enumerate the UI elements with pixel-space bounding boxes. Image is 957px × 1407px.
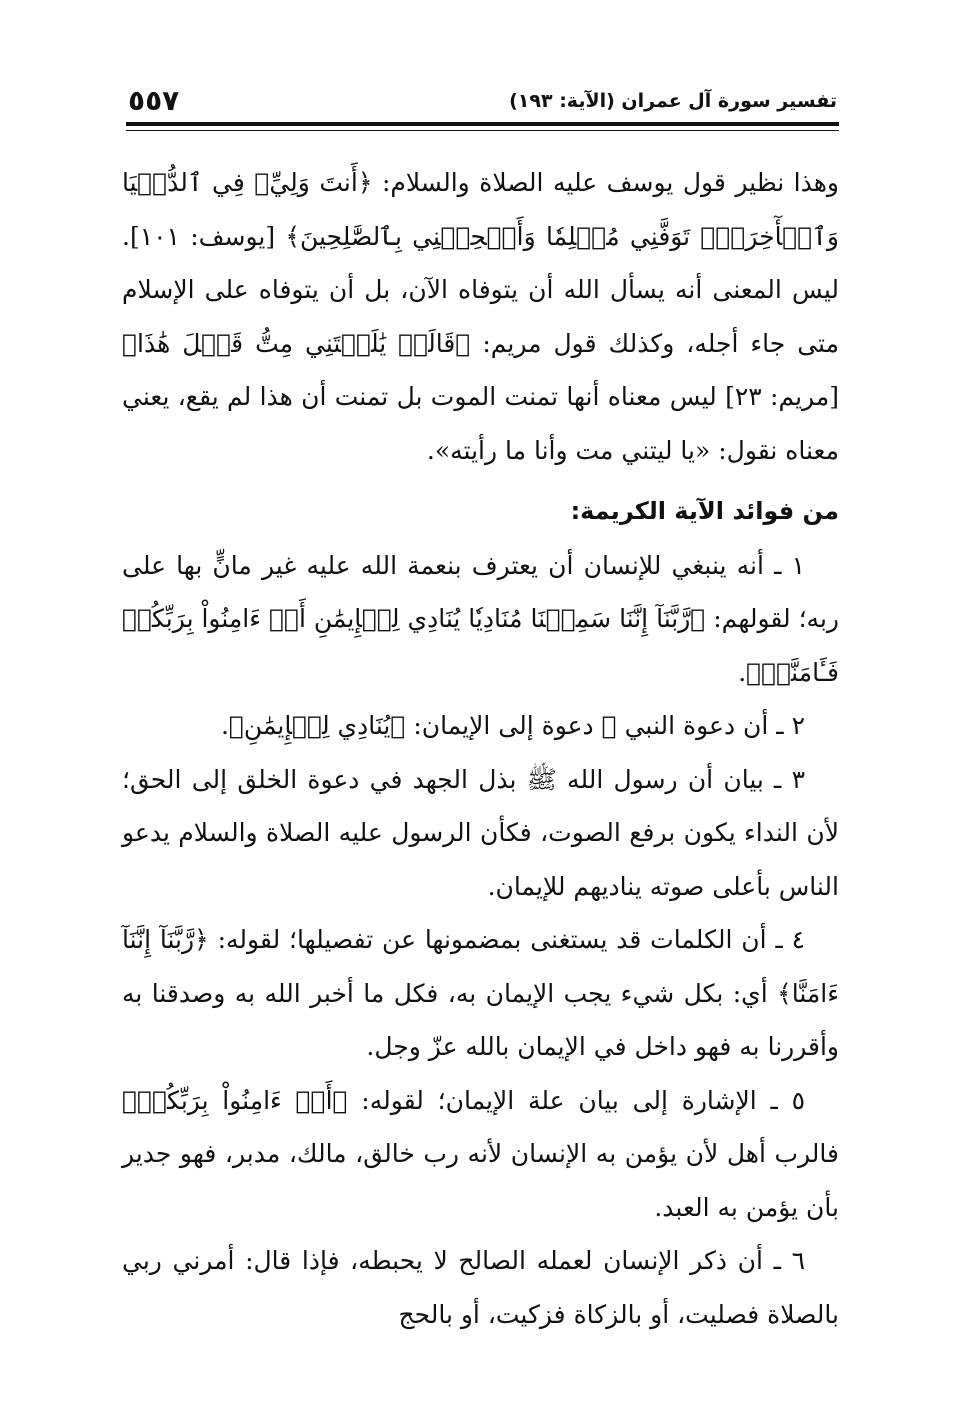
benefit-item-1: ١ ـ أنه ينبغي للإنسان أن يعترف بنعمة الله عليه غير مانٍّ بها على ربه؛ لقولهم: ﴿رَّبَّنَآ إِنَّنَا سَمِعۡنَا مُنَادِيٗا يُنَادِي لِلۡإِيمَٰنِ أَنۡ ءَامِنُواْ بِرَبِّكُمۡ فَـَٔامَنَّاۚ﴾. [122,550,839,687]
page-body [122,156,839,1341]
intro-paragraph: وهذا نظير قول يوسف عليه الصلاة والسلام: ﴿أَنتَ وَلِيِّۦ فِي ٱلدُّنۡيَا وَٱلۡأٓخِرَةِۖ تَوَفَّنِي مُسۡلِمٗا وَأَلۡحِقۡنِي بِٱلصَّٰلِحِينَ﴾ [يوسف: ١٠١]. ليس المعنى أنه يسأل الله أن يتوفاه الآن، بل أن يتوفاه على الإسلام متى جاء أجله، وكذلك قول مريم: ﴿قَالَتۡ يَٰلَيۡتَنِي مِتُّ قَبۡلَ هَٰذَا﴾ [مريم: ٢٣] ليس معناه أنها تمنت الموت بل تمنت أن هذا لم يقع، يعني معناه نقول: «يا ليتني مت وأنا ما رأيته». [122,168,839,465]
benefit-item-4: ٤ ـ أن الكلمات قد يستغنى بمضمونها عن تفصيلها؛ لقوله: ﴿رَّبَّنَآ إِنَّنَآ ءَامَنَّا﴾ أي: بكل شيء يجب الإيمان به، فكل ما أخبر الله به وصدقنا به وأقررنا به فهو داخل في الإيمان بالله عزّ وجل. [122,925,839,1061]
benefits-heading: من فوائد الآية الكريمة: [570,497,839,525]
benefit-item-3: ٣ ـ بيان أن رسول الله ﷺ بذل الجهد في دعوة الخلق إلى الحق؛ لأن النداء يكون برفع الصوت، فكأن الرسول عليه الصلاة والسلام يدعو الناس بأعلى صوته يناديهم للإيمان. [122,764,839,901]
benefit-item-5: ٥ ـ الإشارة إلى بيان علة الإيمان؛ لقوله: ﴿أَنۡ ءَامِنُواْ بِرَبِّكُمۡ﴾ فالرب أهل لأن يؤمن به الإنسان لأنه رب خالق، مالك، مدبر، فهو جدير بأن يؤمن به العبد. [122,1085,839,1222]
page-number: ٥٥٧ [128,84,180,117]
header-rule-thick [126,122,839,126]
benefit-item-2: ٢ ـ أن دعوة النبي ﷺ دعوة إلى الإيمان: ﴿يُنَادِي لِلۡإِيمَٰنِ﴾. [220,711,805,740]
benefit-item-6: ٦ ـ أن ذكر الإنسان لعمله الصالح لا يحبطه، فإذا قال: أمرني ربي بالصلاة فصليت، أو بالزكاة فزكيت، أو بالحج [122,1246,839,1329]
page-header [128,86,837,126]
header-rule-thin [126,130,839,131]
running-title: تفسير سورة آل عمران (الآية: ١٩٣) [509,90,837,112]
